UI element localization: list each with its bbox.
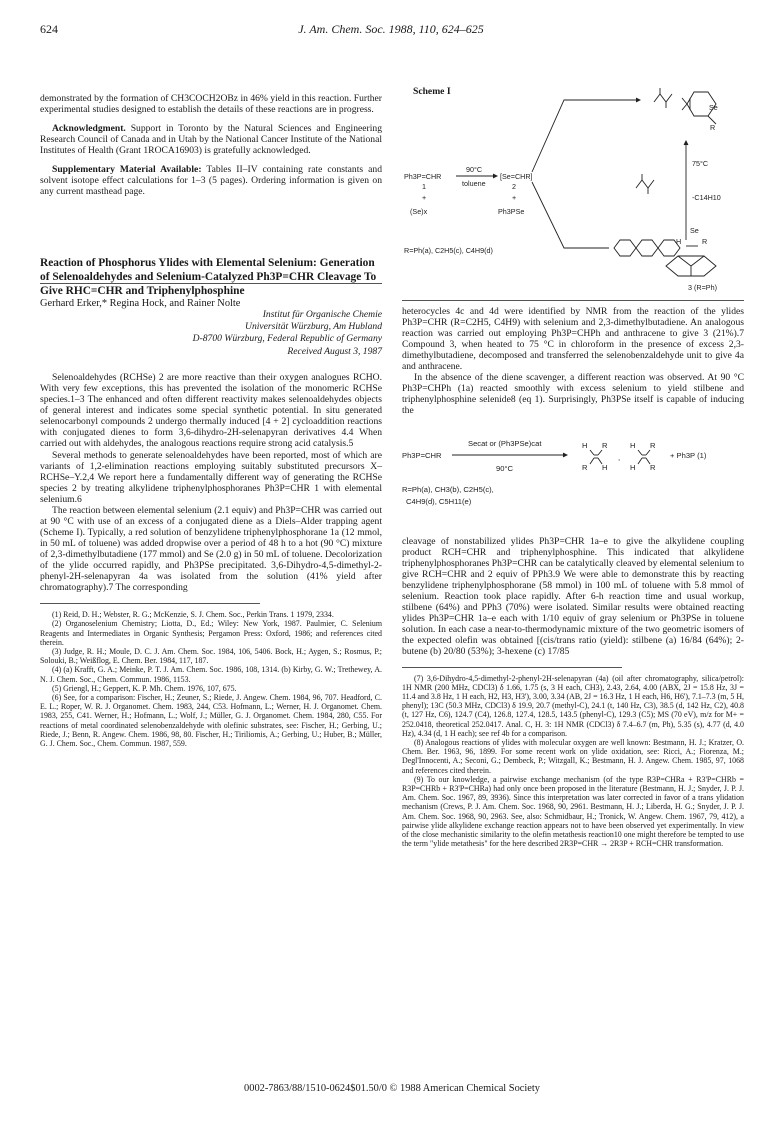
footnote-1: (1) Reid, D. H.; Webster, R. G.; McKenzie, S. J. Chem. Soc., Perkin Trans. 1 1979, 2334.: [52, 610, 334, 620]
body-paragraph-4: heterocycles 4c and 4d were identified by NMR from the reaction of the ylides Ph3P=CHR (R=C2H5, C4H9) with selenium and 2,3-dimethylbutadiene. An analogous reaction was carried out employing Ph3P=CHPh and anthracene to give 3 (21%).7 Compound 3, when heated to 75 °C in chloroform in the presence of excess 2,3-dimethylbutadiene, decomposed and transferred the selenobenzaldehyde unit to give 4a and anthracene.: [402, 306, 744, 373]
dimethylbutadiene-structure-mid: [636, 174, 654, 194]
footnote-8: (8) Analogous reactions of ylides with molecular oxygen are well known: Bestmann, H. J.; Kratzer, O. Chem. Ber. 1963, 96, 1899. For some recent work on ylide oxidation, see: Ricci, A.; Fiorenza, M.; Degl'Innocenti, A.; Seconi, G.; Dembeck, P.; Witzgall, K.; Bestmann, H. J. Angew. Chem. 1985, 97, 1068 and references cited therein.: [402, 737, 744, 775]
scheme-solvent: toluene: [462, 179, 486, 188]
footnotes-right: [402, 674, 744, 849]
eq1-trans-h1: H: [630, 441, 636, 450]
footnote-separator: [40, 603, 260, 604]
scheme-selenium: (Se)x: [410, 207, 428, 216]
arrow-to-diene-adduct: [532, 100, 639, 172]
affiliation-line-1: Institut für Organische Chemie: [262, 309, 382, 321]
right-column-top: [402, 306, 744, 416]
running-header: [40, 22, 742, 38]
scheme-r-top: R: [710, 123, 716, 132]
supplementary-text: Tables II–IV containing rate constants and solvent isotope effect calculations for 1–3 (5 pages). Ordering information is given on any current masthead page.: [40, 164, 382, 198]
footnote-7: (7) 3,6-Dihydro-4,5-dimethyl-2-phenyl-2H-selenapyran (4a) (oil after chromatography, silica/petrol): 1H NMR (200 MHz, CDCl3) δ 1.66, 1.75 (s, 3 H each, CH3), 2.43, 2.64, 4.00 (ABX, 2J = 15.8 Hz, 3J = 11.4 and 3.8 Hz, 1 H each, H2, H3, H3'), 3.00, 3.34 (AB, 2J = 16.3 Hz, 1 H each, H6, H6'), 7.1–7.3 (m, 5 H, phenyl); 13C (50.3 MHz, CDCl3) δ 19.9, 20.7 (methyl-C), 24.1 (t, 140 Hz, C3), 38.5 (d, 142 Hz, C2), 40.8 (t, 127 Hz, C6), 124.7 (C4), 126.8, 127.4, 128.5, 143.5 (phenyl-C), 129.3 (C5); MS (70 eV), m/z for M+ = 252.0418, theoretical 252.0417. Anal. C, H. 3: 1H NMR (CDCl3) δ 7.4–6.7 (m, Ph), 5.35 (s), 4.77 (d, 4.0 Hz), 4.34 (d, 1 H each); see ref 4b for a comparison.: [402, 673, 744, 738]
footnote-4: (4) (a) Krafft, G. A.; Meinke, P. T. J. Am. Chem. Soc. 1986, 108, 1314. (b) Kirby, G. W.; Trethewey, A. N. J. Chem. Soc., Chem. Commun. 1986, 1153.: [40, 665, 382, 684]
scheme-minus-anthracene: -C14H10: [692, 193, 721, 202]
scheme-compound-2: 2: [512, 182, 516, 191]
eq1-catalyst: Secat or (Ph3PSe)cat: [468, 439, 542, 448]
arrow-to-anthracene: [532, 182, 609, 248]
scheme-r-definitions: R=Ph(a), C2H5(c), C4H9(d): [404, 246, 493, 255]
eq1-trans-h2: H: [630, 463, 636, 472]
eq1-trans-r1: R: [650, 441, 656, 450]
affiliation-line-2: Universität Würzburg, Am Hubland: [245, 321, 382, 333]
scheme-compound-1: 1: [422, 182, 426, 191]
page-footer: 0002-7863/88/1510-0624$01.50/0 © 1988 American Chemical Society: [244, 1083, 540, 1094]
previous-article-tail: demonstrated by the formation of CH3COCH2OBz in 46% yield in this reaction. Further experimental studies designed to establish the details of these reactions are in progress.: [40, 93, 382, 116]
acknowledgment: [40, 123, 382, 156]
scheme-h-adduct: H: [676, 237, 682, 246]
eq1-cis-h1: H: [582, 441, 588, 450]
eq1-cis-r2: R: [582, 463, 588, 472]
scheme-temp-90: 90°C: [466, 165, 483, 174]
footnote-5: (5) Griengl, H.; Geppert, K. P. Mh. Chem. 1976, 107, 675.: [52, 683, 237, 693]
body-paragraph-5: In the absence of the diene scavenger, a different reaction was observed. At 90 °C Ph3P=CHPh (1a) reacted smoothly with excess selenium to yield stilbene and triphenylphosphine selenide8 (eq 1). Surprisingly, Ph3PSe itself is capable of inducing the: [402, 372, 744, 417]
received-date: Received August 3, 1987: [287, 346, 382, 358]
body-paragraph-6: cleavage of nonstabilized ylides Ph3P=CHR 1a–e to give the alkylidene coupling product RCH=CHR and triphenylphosphine. This indicated that alkylidene triphenylphosphoranes Ph3P=CHR can be catalytically cleaved by elemental selenium to give RCH=CHR and 2 equiv of PPh3.9 We were able to demonstrate this by reacting benzylidene triphenylphosphorane (58 mmol) in 100 mL of toluene with 5.8 mmol of selenium. Reaction took place rapidly. After 6-h reaction time and usual workup, stilbene (64%) and PPh3 (70%) were isolated. Similar results were obtained reacting ylides Ph3P=CHR 1a–e each with 1/10 equiv of gray selenium or Ph3PSe in toluene solution. In each case a near-to-thermodynamic mixture of the two geometric isomers of the expected olefin was obtained [(cis/trans ratio (yield): stilbene (a) 16/84 (64%); 2-butene (b) 20/80 (53%); 3-hexene (c) 17/85: [402, 536, 744, 658]
scheme-ylide: Ph3P=CHR: [404, 172, 442, 181]
supplementary-material: [40, 164, 382, 197]
acknowledgment-label: Acknowledgment.: [52, 123, 126, 135]
footnote-separator-right: [402, 667, 622, 668]
footnote-6: (6) See, for a comparison: Fischer, H.; Zeuner, S.; Riede, J. Angew. Chem. 1984, 96, 707. Headford, C. E. L.; Roper, W. R. J. Organomet. Chem. 1983, 244, C53. Hofmann, L.; Werner, H. J. Organomet. Chem. 1983, 255, C41. Werner, H.; Hofmann, L.; Wolf, J.; Müller, G. J. Organomet. Chem. 1984, 280, C55. For reactions of metal coordinated selenobenzaldehyde with olefinic substrates, see: Fischer, H.; Gerbing, U.; Riede, J.; Benn, R. Angew. Chem. 1986, 98, 80. Fischer, H.; Tiriliomis, A.; Gerbing, U.; Huber, B.; Müller, G. J. Chem. Soc., Chem. Commun. 1987, 559.: [40, 692, 382, 748]
scheme-se-adduct: Se: [690, 226, 699, 235]
anthracene-adduct-3-structure: [666, 246, 716, 276]
scheme-selenoaldehyde: [Se=CHR]: [500, 172, 533, 181]
body-paragraph-1: Selenoaldehydes (RCHSe) 2 are more reactive than their oxygen analogues RCHO. With very few exceptions, this has prevented the isolation of the monomeric RCHSe species.1–3 The enhanced and often different reactivity makes selenoaldehydes objects of general interest and indicates some special synthetic potential. In situ generated selenocarbonyl compounds 2 undergo thermally induced [4 + 2] cycloaddition reactions with conjugated dienes to form 3,6-dihydro-2H-selenapyran derivatives 4.4 When carried out with aldehydes, the analogous reactions require strong acid catalysis.5: [40, 372, 382, 450]
body-paragraph-2: Several methods to generate selenoaldehydes have been reported, most of which are variants of 1,2-elimination reactions employing suitably substituted precursors X–RCHSe–Y.2,4 We report here a fundamentally different way of generating the RCHSe species 2 by treating alkylidene triphenylphosphoranes Ph3P=CHR 1 with elemental selenium.6: [40, 449, 382, 505]
eq1-temp: 90°C: [496, 464, 513, 473]
trans-olefin-structure: [590, 450, 602, 464]
scheme-r-adduct: R: [702, 237, 708, 246]
scheme-plus-left: +: [422, 193, 427, 202]
eq1-cis-r1: R: [602, 441, 608, 450]
scheme-temp-75: 75°C: [692, 159, 709, 168]
cis-olefin-structure: [638, 450, 650, 464]
acknowledgment-text: Support in Toronto by the Natural Sciences and Engineering Research Council of Canada and in Utah by the National Cancer Institute of the National Institutes of Health (Grant 1ROCA16903) is gratefully acknowledged.: [40, 123, 382, 157]
footnote-3: (3) Judge, R. H.; Moule, D. C. J. Am. Chem. Soc. 1984, 106, 5406. Bock, H.; Aygen, S.; Rosmus, P.; Solouki, B.; Weißflog, E. Chem. Ber. 1984, 117, 187.: [40, 646, 382, 666]
affiliation-line-3: D-8700 Würzburg, Federal Republic of Germany: [192, 333, 382, 345]
page-number: 624: [40, 22, 58, 36]
eq1-reactant: Ph3P=CHR: [402, 451, 442, 460]
eq1-comma: ,: [618, 453, 621, 462]
article-title: Reaction of Phosphorus Ylides with Elemental Selenium: Generation of Selenoaldehydes and Selenium-Catalyzed Ph3P=CHR Cleavage To Give RHC=CHR and Triphenylphosphine: [40, 257, 377, 297]
eq1-product: + Ph3P (1): [670, 451, 707, 460]
article-authors: Gerhard Erker,* Regina Hock, and Rainer Nolte: [40, 298, 241, 310]
article-divider-left: [40, 283, 382, 284]
eq1-cis-h2: H: [602, 463, 608, 472]
journal-citation: J. Am. Chem. Soc. 1988, 110, 624–625: [298, 22, 484, 36]
dimethylbutadiene-structure-top: [654, 88, 672, 108]
scheme-product-label: 3 (R=Ph): [688, 283, 717, 292]
left-column: [40, 93, 382, 748]
footnote-9: (9) To our knowledge, a pairwise exchange mechanism (of the type R3P=CHRa + R3'P=CHRb = R3P=CHRb + R3'P=CHRa) had only once been proposed in the literature (Bestmann, H. J.; Snyder, J. P. J. Am. Chem. Soc. 1967, 89, 3936). Since this interpretation was later corrected in favor of a trans ylidation mechanism (Crews, P. J. Am. Chem. Soc. 1968, 90, 2961. Bestmann, H. J.; Liberda, H. G.; Snyder, J. P. J. Am. Chem. Soc. 1968, 90, 2963. See, also: Schmidbaur, H.; Tronick, W. Angew. Chem. 1967, 79, 412), a pairwise ylide alkylidene exchange reaction appears not to have been observed yet experimentally. In view of the close mechanistic similarity to the olefin metathesis reaction10 one might therefore be tempted to use the term "ylide metathesis" for the here described 2R3P=CHR → 2R3P + RCH=CHR transformation.: [402, 774, 744, 849]
scheme-se-top: Se: [709, 103, 718, 112]
affiliation: [40, 309, 382, 358]
footnotes-left: [40, 610, 382, 748]
scheme-ph3pse: Ph3PSe: [498, 207, 525, 216]
scheme-label: Scheme I: [413, 86, 451, 97]
eq1-r-defs-1: R=Ph(a), CH3(b), C2H5(c),: [402, 485, 494, 494]
anthracene-structure: [614, 240, 680, 256]
supplementary-label: Supplementary Material Available:: [52, 164, 202, 176]
footnote-2: (2) Organoselenium Chemistry; Liotta, D., Ed.; Wiley: New York, 1987. Paulmier, C. Selenium Reagents and Intermediates in Organic Synthesis; Pergamon Press: Oxford, 1986; and references cited therein.: [40, 619, 382, 647]
scheme-plus-right: +: [512, 193, 517, 202]
eq1-trans-r2: R: [650, 463, 656, 472]
equation-1-figure: [402, 438, 744, 518]
scheme-1-figure: [404, 90, 746, 292]
right-column-bottom: [402, 536, 744, 848]
article-divider-right: [402, 300, 744, 301]
eq1-r-defs-2: C4H9(d), C5H11(e): [406, 497, 472, 506]
body-paragraph-3: The reaction between elemental selenium (2.1 equiv) and Ph3P=CHR was carried out at 90 °C with use of an excess of a conjugated diene as a Diels–Alder trapping agent (Scheme I). Typically, a red solution of benzylidene triphenylphosphorane 1a (12 mmol, in 50 mL of toluene) was added dropwise over a period of 48 h to a hot (90 °C) mixture of 2,3-dimethylbutadiene (177 mmol) and Se (2.0 g) in 50 mL of toluene. Decolorization of the ylide occurred rapidly, and Ph3PSe precipitated. 3,6-Dihydro-4,5-dimethyl-2-phenyl-2H-selenapyran 4a was isolated from the solution (41% yield after chromatography).7 The corresponding: [40, 504, 382, 594]
